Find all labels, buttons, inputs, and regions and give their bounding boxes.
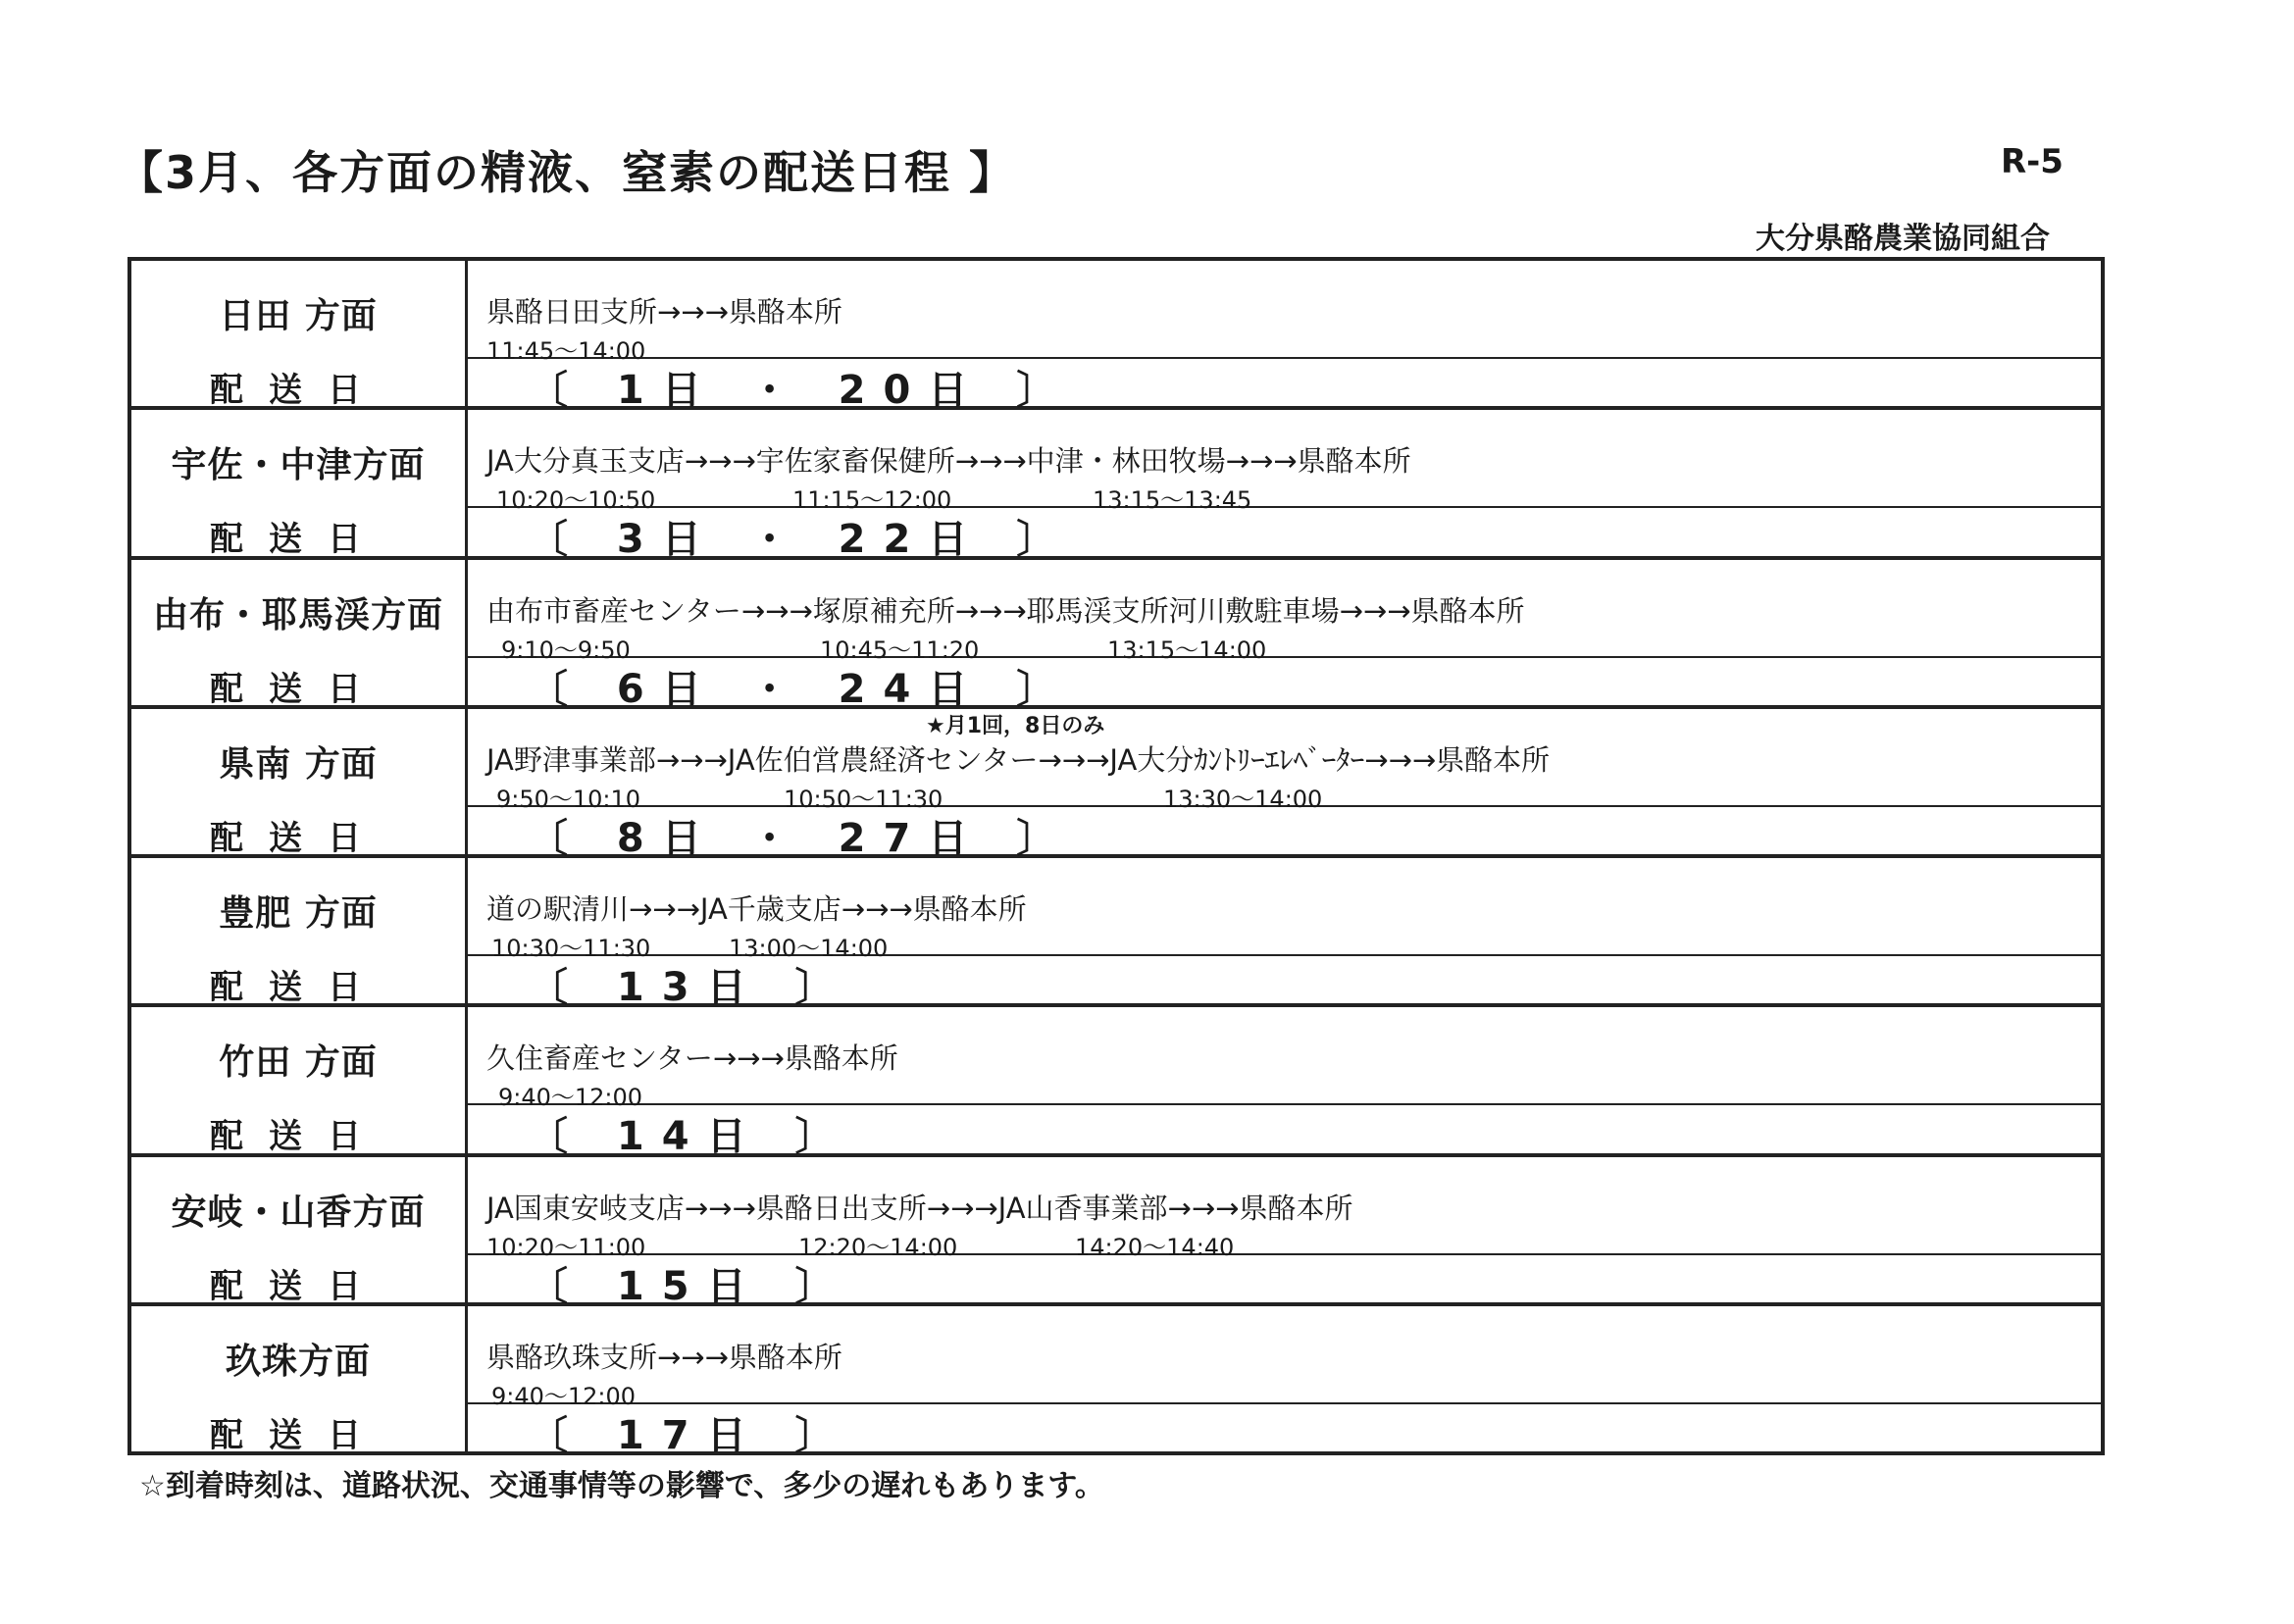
route-stops: 県酪玖珠支所→→→県酪本所 <box>486 1340 842 1374</box>
area-name: 日田 方面 <box>219 296 378 336</box>
route-times <box>486 631 2056 664</box>
area-name: 豊肥 方面 <box>219 893 378 934</box>
area-name: 安岐・山香方面 <box>171 1192 426 1233</box>
route-stops: 久住畜産センター→→→県酪本所 <box>486 1041 898 1076</box>
route-times <box>486 1078 2056 1112</box>
stop-time: 13:00～14:00 <box>729 935 889 962</box>
date-label: 配送日 <box>210 371 386 410</box>
date-label: 配送日 <box>210 1266 386 1306</box>
route-block-hita <box>131 261 2101 413</box>
stop-time: 10:50～11:30 <box>784 785 943 813</box>
route-times <box>486 481 2056 515</box>
stop-time: 10:20～11:00 <box>486 1233 646 1261</box>
delivery-dates: 〔 6日 ・ 24日 〕 <box>529 666 1074 712</box>
date-label: 配送日 <box>210 968 386 1007</box>
stop-time: 10:30～11:30 <box>491 935 651 962</box>
stop-time: 11:45～14:00 <box>486 337 646 365</box>
stop-time: 14:20～14:40 <box>1075 1233 1235 1261</box>
stop-time: 12:20～14:00 <box>798 1233 958 1261</box>
stop-time: 10:45～11:20 <box>820 635 980 664</box>
route-times <box>486 780 2056 813</box>
route-stops: JA野津事業部→→→JA佐伯営農経済センター→→→JA大分ｶﾝﾄﾘｰｴﾚﾍﾞｰﾀｰ→→→県酪本所 <box>486 742 1551 777</box>
stop-time: 10:20～10:50 <box>496 486 656 515</box>
stop-time: 13:15～14:00 <box>1107 635 1267 664</box>
route-block-aki-yamaga <box>131 1157 2101 1309</box>
route-block-hohi <box>131 858 2101 1010</box>
route-block-usa-nakatsu <box>131 410 2101 563</box>
stop-time: 9:50～10:10 <box>496 785 641 813</box>
page-title: 【3月、各方面の精液、窒素の配送日程 】 <box>118 146 1017 199</box>
stop-time: 13:15～13:45 <box>1093 486 1252 515</box>
stop-time: 9:40～12:00 <box>498 1084 643 1112</box>
route-times <box>486 1228 2056 1261</box>
delivery-dates: 〔 13日 〕 <box>529 965 852 1010</box>
area-name: 宇佐・中津方面 <box>171 445 426 486</box>
delivery-dates: 〔 3日 ・ 22日 〕 <box>529 517 1074 563</box>
route-stops: JA大分真玉支店→→→宇佐家畜保健所→→→中津・林田牧場→→→県酪本所 <box>486 444 1411 479</box>
stop-time: 9:40～12:00 <box>491 1382 637 1410</box>
date-label: 配送日 <box>210 818 386 858</box>
route-times <box>486 1377 2056 1410</box>
area-name: 玖珠方面 <box>225 1341 371 1382</box>
route-stops: 道の駅清川→→→JA千歳支店→→→県酪本所 <box>486 892 1027 926</box>
date-label: 配送日 <box>210 520 386 560</box>
organization-name: 大分県酪農業協同組合 <box>1756 222 2050 256</box>
delivery-dates: 〔 14日 〕 <box>529 1114 852 1160</box>
footnote: ☆到着時刻は、道路状況、交通事情等の影響で、多少の遅れもあります。 <box>139 1469 1104 1503</box>
delivery-dates: 〔 17日 〕 <box>529 1412 852 1458</box>
route-stops: 由布市畜産センター→→→塚原補充所→→→耶馬渓支所河川敷駐車場→→→県酪本所 <box>486 593 1525 628</box>
route-block-kennan <box>131 709 2101 861</box>
area-name: 竹田 方面 <box>219 1042 378 1084</box>
page-code: R-5 <box>2001 142 2064 181</box>
stop-time: 11:15～12:00 <box>792 486 952 515</box>
route-stops: JA国東安岐支店→→→県酪日出支所→→→JA山香事業部→→→県酪本所 <box>486 1191 1353 1225</box>
route-note: ★月1回，8日のみ <box>926 713 1105 738</box>
area-name: 由布・耶馬渓方面 <box>152 594 443 635</box>
date-label: 配送日 <box>210 669 386 709</box>
stop-time: 9:10～9:50 <box>501 635 631 664</box>
delivery-dates: 〔 1日 ・ 20日 〕 <box>529 368 1074 413</box>
stop-time: 13:30～14:00 <box>1163 785 1323 813</box>
delivery-dates: 〔 8日 ・ 27日 〕 <box>529 815 1074 861</box>
route-block-taketa <box>131 1007 2101 1160</box>
route-times <box>486 331 2056 365</box>
date-label: 配送日 <box>210 1415 386 1455</box>
route-block-kusu <box>131 1306 2101 1458</box>
route-block-yufu-yabakei <box>131 560 2101 712</box>
route-times <box>486 929 2056 962</box>
date-label: 配送日 <box>210 1117 386 1157</box>
route-stops: 県酪日田支所→→→県酪本所 <box>486 295 842 329</box>
delivery-dates: 〔 15日 〕 <box>529 1263 852 1309</box>
delivery-schedule-table <box>127 257 2105 1458</box>
area-name: 県南 方面 <box>219 743 378 785</box>
